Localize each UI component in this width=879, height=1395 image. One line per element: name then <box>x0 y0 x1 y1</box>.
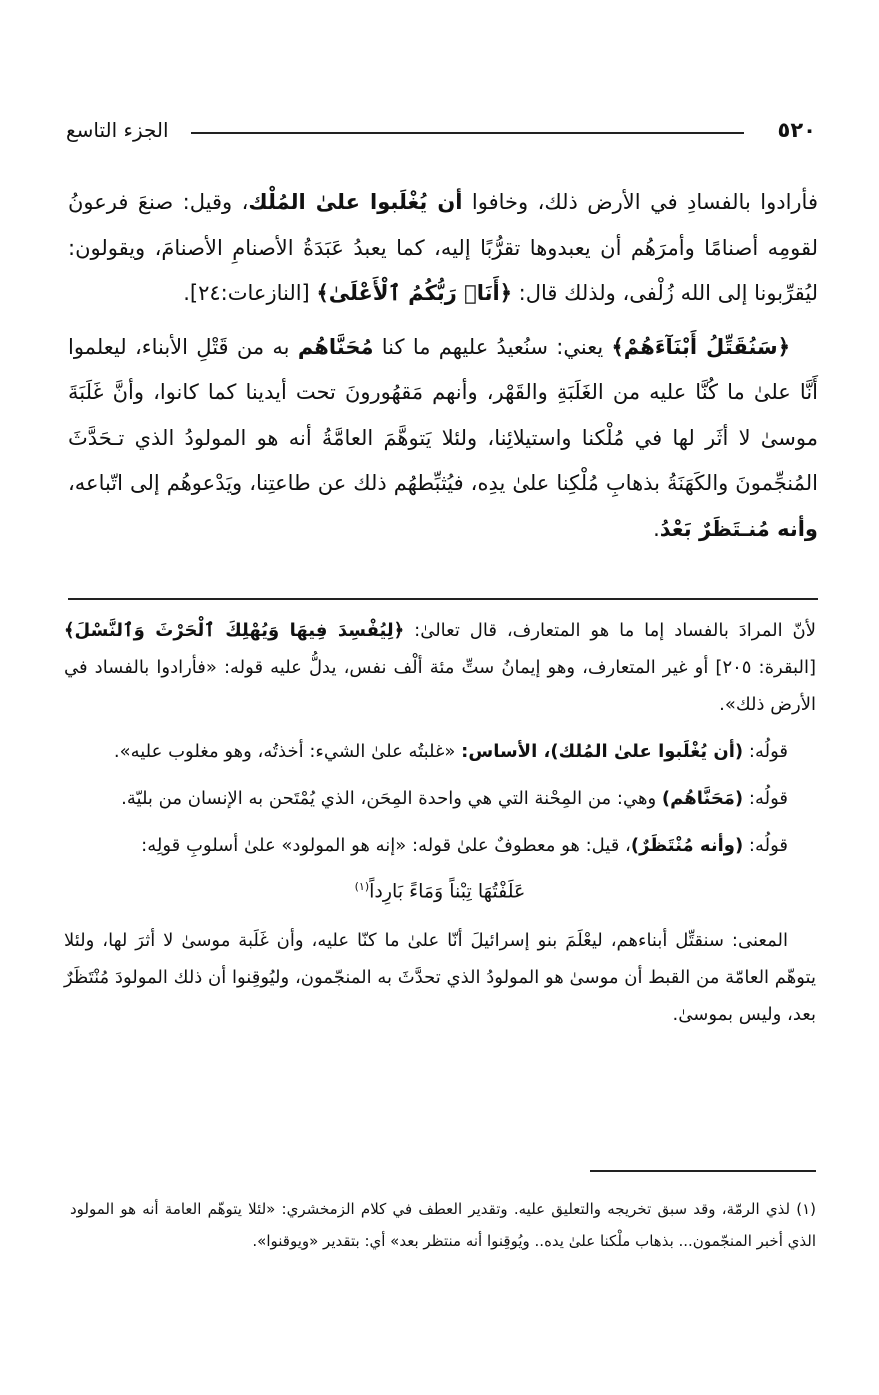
text-run: [البقرة: ٢٠٥] أو غير المتعارف، وهو إيمانُ ستِّ مئة ألْف نفس، يدلُّ عليه قوله: «فأرادوا بالفساد في الأرض ذلك». <box>64 657 816 715</box>
text-run: ، قيل: هو معطوفٌ علىٰ قوله: «إنه هو المولود» علىٰ أسلوبِ قولِه: <box>141 835 631 856</box>
emphasis-run: وأنه مُنـتَظَرٌ بَعْدُ <box>659 516 818 541</box>
section-divider <box>68 598 818 600</box>
footnote-text: (١) لذي الرمّة، وقد سبق تخريجه والتعليق عليه. وتقدير العطف في كلام الزمخشري: «لئلا يتوهّم العامة أنه هو المولود الذي أخبر المنجّمون... بذهاب ملْكنا علىٰ يده.. ويُوقِنوا أنه منتظر بعد» أي: بتقدير «ويوقنوا». <box>70 1200 816 1250</box>
text-run: [النازعات:٢٤]. <box>183 281 317 305</box>
text-run: قولُه: <box>743 741 788 762</box>
main-paragraph <box>68 325 818 553</box>
commentary-paragraph <box>64 733 816 770</box>
emphasis-run: أن يُغْلَبوا علىٰ المُلْك <box>248 190 463 214</box>
quran-quote: ﴿أَنَا۠ رَبُّكُمُ ٱلْأَعْلَىٰ﴾ <box>316 281 512 305</box>
emphasis-run: (مَحَنَّاهُم) <box>661 788 744 809</box>
verse-text: عَلَفْتُهَا تِبْناً وَمَاءً بَارِداً <box>369 880 526 903</box>
text-run: «غلبتُه علىٰ الشيء: أخذتُه، وهو مغلوب عليه». <box>113 741 462 762</box>
commentary-paragraph: المعنى: سنقتِّل أبناءهم، ليعْلَمَ بنو إسرائيلَ أنّا علىٰ ما كنّا عليه، وأن غَلَبة موسىٰ لا أثرَ لها، ولئلا يتوهّم العامّة من القبط أن موسىٰ هو المولودُ الذي تحدَّثَ به المنجّمون، وليُوقِنوا أن ذلك المولودَ مُنْتَظَرٌ بعد، وليس بموسىٰ. <box>64 930 816 1026</box>
text-run: فأرادوا بالفسادِ في الأرض ذلك، وخافوا <box>462 190 818 214</box>
text-run: وهي: من المِحْنة التي هي واحدة المِحَن، الذي يُمْتَحن به الإنسان من بليّة. <box>121 788 662 809</box>
book-part-title: الجزء التاسع <box>66 118 169 142</box>
commentary <box>64 612 816 1043</box>
main-text <box>68 180 818 552</box>
text-run: . <box>653 516 660 541</box>
quran-quote: ﴿سَنُقَتِّلُ أَبْنَآءَهُمْ﴾ <box>611 334 790 359</box>
commentary-paragraph <box>64 780 816 817</box>
text-run: به من قَتْلِ الأبناء، ليعلموا أَنَّا علىٰ ما كُنَّا عليه من الغَلَبَةِ والقَهْر، وأنهم مَقهُورونَ تحت أيدينا كما كانوا، وأنَّ غَلَبَةَ موسىٰ لا أثَر لها في مُلْكنا واستيلائِنا، ولئلا يَتوهَّمَ العامَّةُ أنه هو المولودُ الذي تـحَدَّثَ المُنجِّمونَ والكَهَنَةُ بذهابِ مُلْكِنا علىٰ يدِه، فيُثبِّطهُم ذلك عن طاعتِنا، ويَدْعوهُم إلى اتّباعه، <box>68 334 818 495</box>
text-run: قولُه: <box>743 788 788 809</box>
text-run: يعني: سنُعيدُ عليهم ما كنا <box>373 334 612 359</box>
text-run: قولُه: <box>743 835 788 856</box>
commentary-paragraph <box>64 827 816 864</box>
footnote-divider <box>590 1170 816 1172</box>
text-run: لأنّ المرادَ بالفساد إما ما هو المتعارف، قال تعالىٰ: <box>404 620 817 641</box>
poetry-verse <box>64 868 816 910</box>
text-run: ، وقيل: صنعَ فرعونُ لقومِه أصنامًا وأمرَهُم أن يعبدوها تقرُّبًا إليه، كما يعبدُ عَبَدَةُ الأصنامِ الأصنامَ، ويقولون: ليُقرِّبونا إلى الله زُلْفى، ولذلك قال: <box>68 190 818 305</box>
quran-quote: ﴿لِيُفْسِدَ فِيهَا وَيُهْلِكَ ٱلْحَرْثَ وَٱلنَّسْلَ﴾ <box>64 620 405 641</box>
footnote <box>70 1193 816 1257</box>
page-number: ٥٢٠ <box>777 118 816 142</box>
page-header <box>66 118 816 152</box>
header-rule <box>191 132 744 134</box>
emphasis-run: (أن يُغْلَبوا علىٰ المُلك)، الأساس: <box>461 741 744 762</box>
commentary-paragraph <box>64 612 816 723</box>
footnote-marker: (١) <box>354 880 370 893</box>
emphasis-run: مُحَنَّاهُم <box>297 334 374 359</box>
emphasis-run: (وأنه مُنْتَظَرٌ) <box>630 835 744 856</box>
main-paragraph <box>68 180 818 317</box>
